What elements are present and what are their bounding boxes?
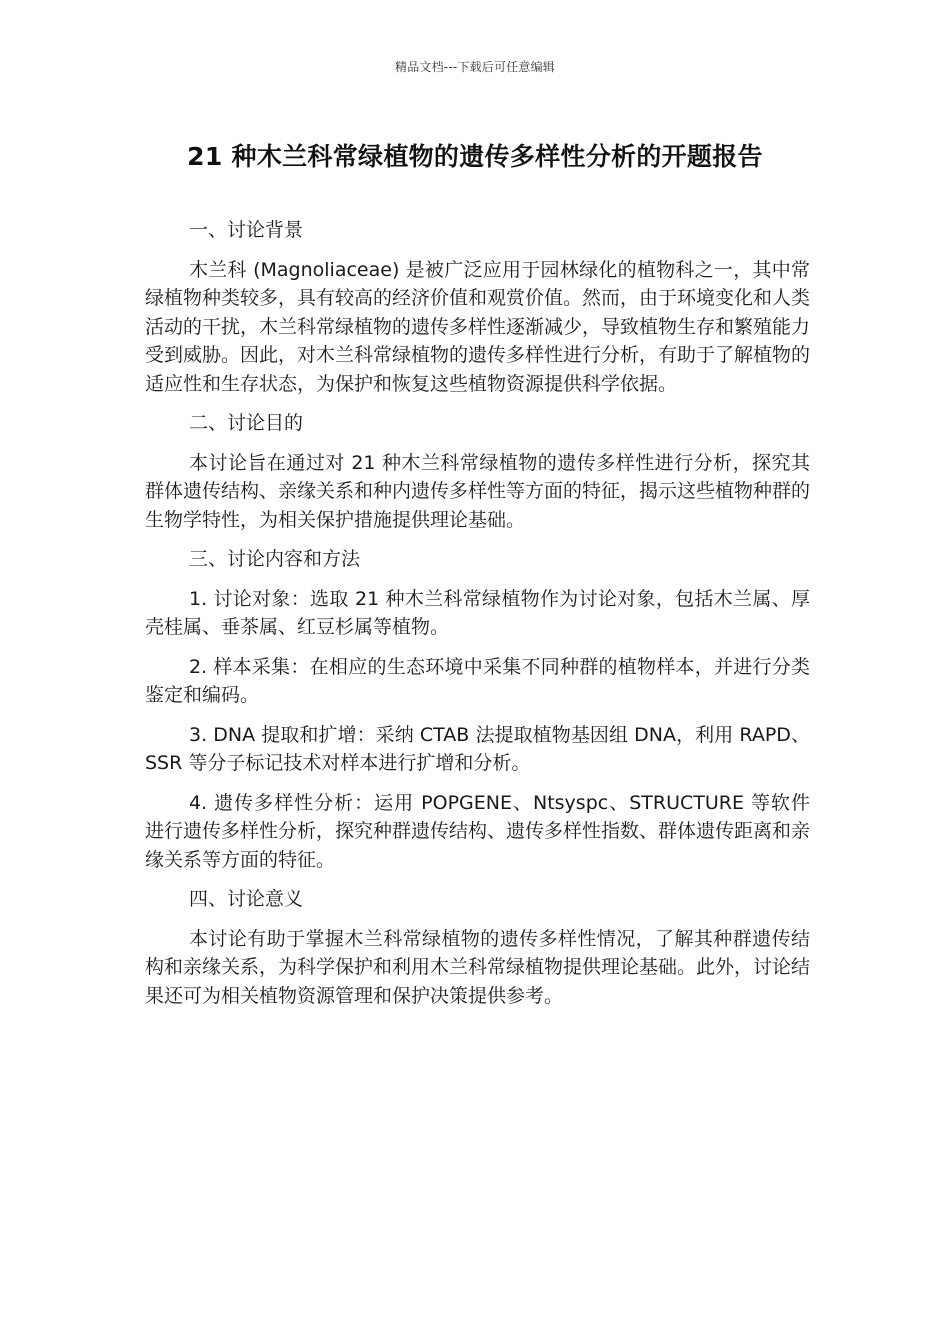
paragraph-methods-subjects: 1. 讨论对象：选取 21 种木兰科常绿植物作为讨论对象，包括木兰属、厚壳桂属、垂茶属、红豆杉属等植物。 <box>145 587 810 638</box>
paragraph-methods-analysis: 4. 遗传多样性分析：运用 POPGENE、Ntsyspc、STRUCTURE 等软件进行遗传多样性分析，探究种群遗传结构、遗传多样性指数、群体遗传距离和亲缘关系等方面的特征。 <box>145 791 811 871</box>
paragraph-methods-dna: 3. DNA 提取和扩增：采纳 CTAB 法提取植物基因组 DNA，利用 RAPD、SSR 等分子标记技术对样本进行扩增和分析。 <box>145 723 810 774</box>
paragraph-purpose: 本讨论旨在通过对 21 种木兰科常绿植物的遗传多样性进行分析，探究其群体遗传结构、亲缘关系和种内遗传多样性等方面的特征，揭示这些植物种群的生物学特性，为相关保护措施提供理论基础。 <box>145 451 811 531</box>
header-note: 精品文档---下载后可任意编辑 <box>395 60 555 74</box>
paragraph-methods-sampling: 2. 样本采集：在相应的生态环境中采集不同种群的植物样本，并进行分类鉴定和编码。 <box>145 655 810 706</box>
section-heading-methods: 三、讨论内容和方法 <box>189 548 361 570</box>
section-heading-significance: 四、讨论意义 <box>189 888 304 910</box>
paragraph-background: 木兰科 (Magnoliaceae) 是被广泛应用于园林绿化的植物科之一，其中常绿植物种类较多，具有较高的经济价值和观赏价值。然而，由于环境变化和人类活动的干扰，木兰科常绿植物的遗传多样性逐渐减少，导致植物生存和繁殖能力受到威胁。因此，对木兰科常绿植物的遗传多样性进行分析，有助于了解植物的适应性和生存状态，为保护和恢复这些植物资源提供科学依据。 <box>145 258 811 395</box>
section-heading-purpose: 二、讨论目的 <box>189 412 304 434</box>
paragraph-significance: 本讨论有助于掌握木兰科常绿植物的遗传多样性情况，了解其种群遗传结构和亲缘关系，为科学保护和利用木兰科常绿植物提供理论基础。此外，讨论结果还可为相关植物资源管理和保护决策提供参考。 <box>145 927 811 1007</box>
document-body <box>145 216 810 1021</box>
document-title: 21 种木兰科常绿植物的遗传多样性分析的开题报告 <box>187 142 763 171</box>
section-heading-background: 一、讨论背景 <box>189 219 304 241</box>
